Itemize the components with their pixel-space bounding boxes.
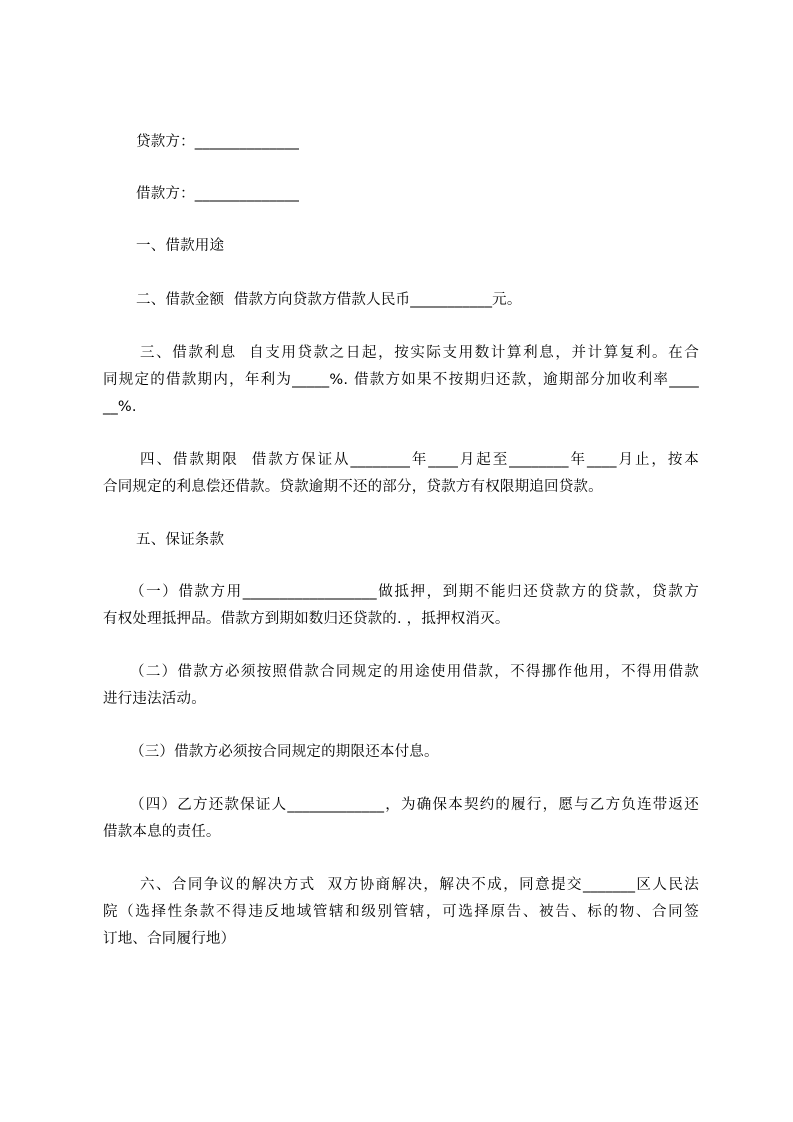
section-4-line-1: 四、借款期限 借款方保证从________年____月起至________年____月止，按本 [140,452,699,468]
section-1-heading: 一、借款用途 [136,238,225,254]
section-5-item-2-line-1: （二）借款方必须按照借款合同规定的用途使用借款，不得挪作他用，不得用借款 [130,664,699,680]
section-2-paragraph: 二、借款金额 借款方向贷款方借款人民币___________元。 [136,292,522,308]
section-5-item-4-line-1: （四）乙方还款保证人_____________，为确保本契约的履行，愿与乙方负连带返还 [130,797,699,813]
borrower-line: 借款方：______________ [136,186,300,202]
section-6-line-1: 六、合同争议的解决方式 双方协商解决，解决不成，同意提交_______区人民法 [140,877,699,893]
section-6-line-2: 院（选择性条款不得违反地域管辖和级别管辖，可选择原告、被告、标的物、合同签 [103,904,699,920]
section-5-item-2-line-2: 进行违法活动。 [103,691,206,707]
section-5-item-3: （三）借款方必须按合同规定的期限还本付息。 [130,744,439,760]
section-5-item-1-line-2: 有权处理抵押品。借款方到期如数归还贷款的. ，抵押权消灭。 [103,611,510,627]
section-6-line-3: 订地、合同履行地） [103,931,236,947]
section-5-heading: 五、保证条款 [136,532,225,548]
section-4-line-2: 合同规定的利息偿还借款。贷款逾期不还的部分，贷款方有权限期追回贷款。 [103,479,603,495]
section-3-line-3: __%. [103,399,137,415]
section-5-item-1-line-1: （一）借款方用__________________做抵押，到期不能归还贷款方的贷款，贷款方 [130,584,699,600]
section-3-line-2: 同规定的借款期内，年利为_____%. 借款方如果不按期归还款，逾期部分加收利率____ [103,372,699,388]
section-5-item-4-line-2: 借款本息的责任。 [103,824,221,840]
lender-line: 贷款方：______________ [136,134,300,150]
section-3-line-1: 三、借款利息 自支用贷款之日起，按实际支用数计算利息，并计算复利。在合 [140,345,699,361]
